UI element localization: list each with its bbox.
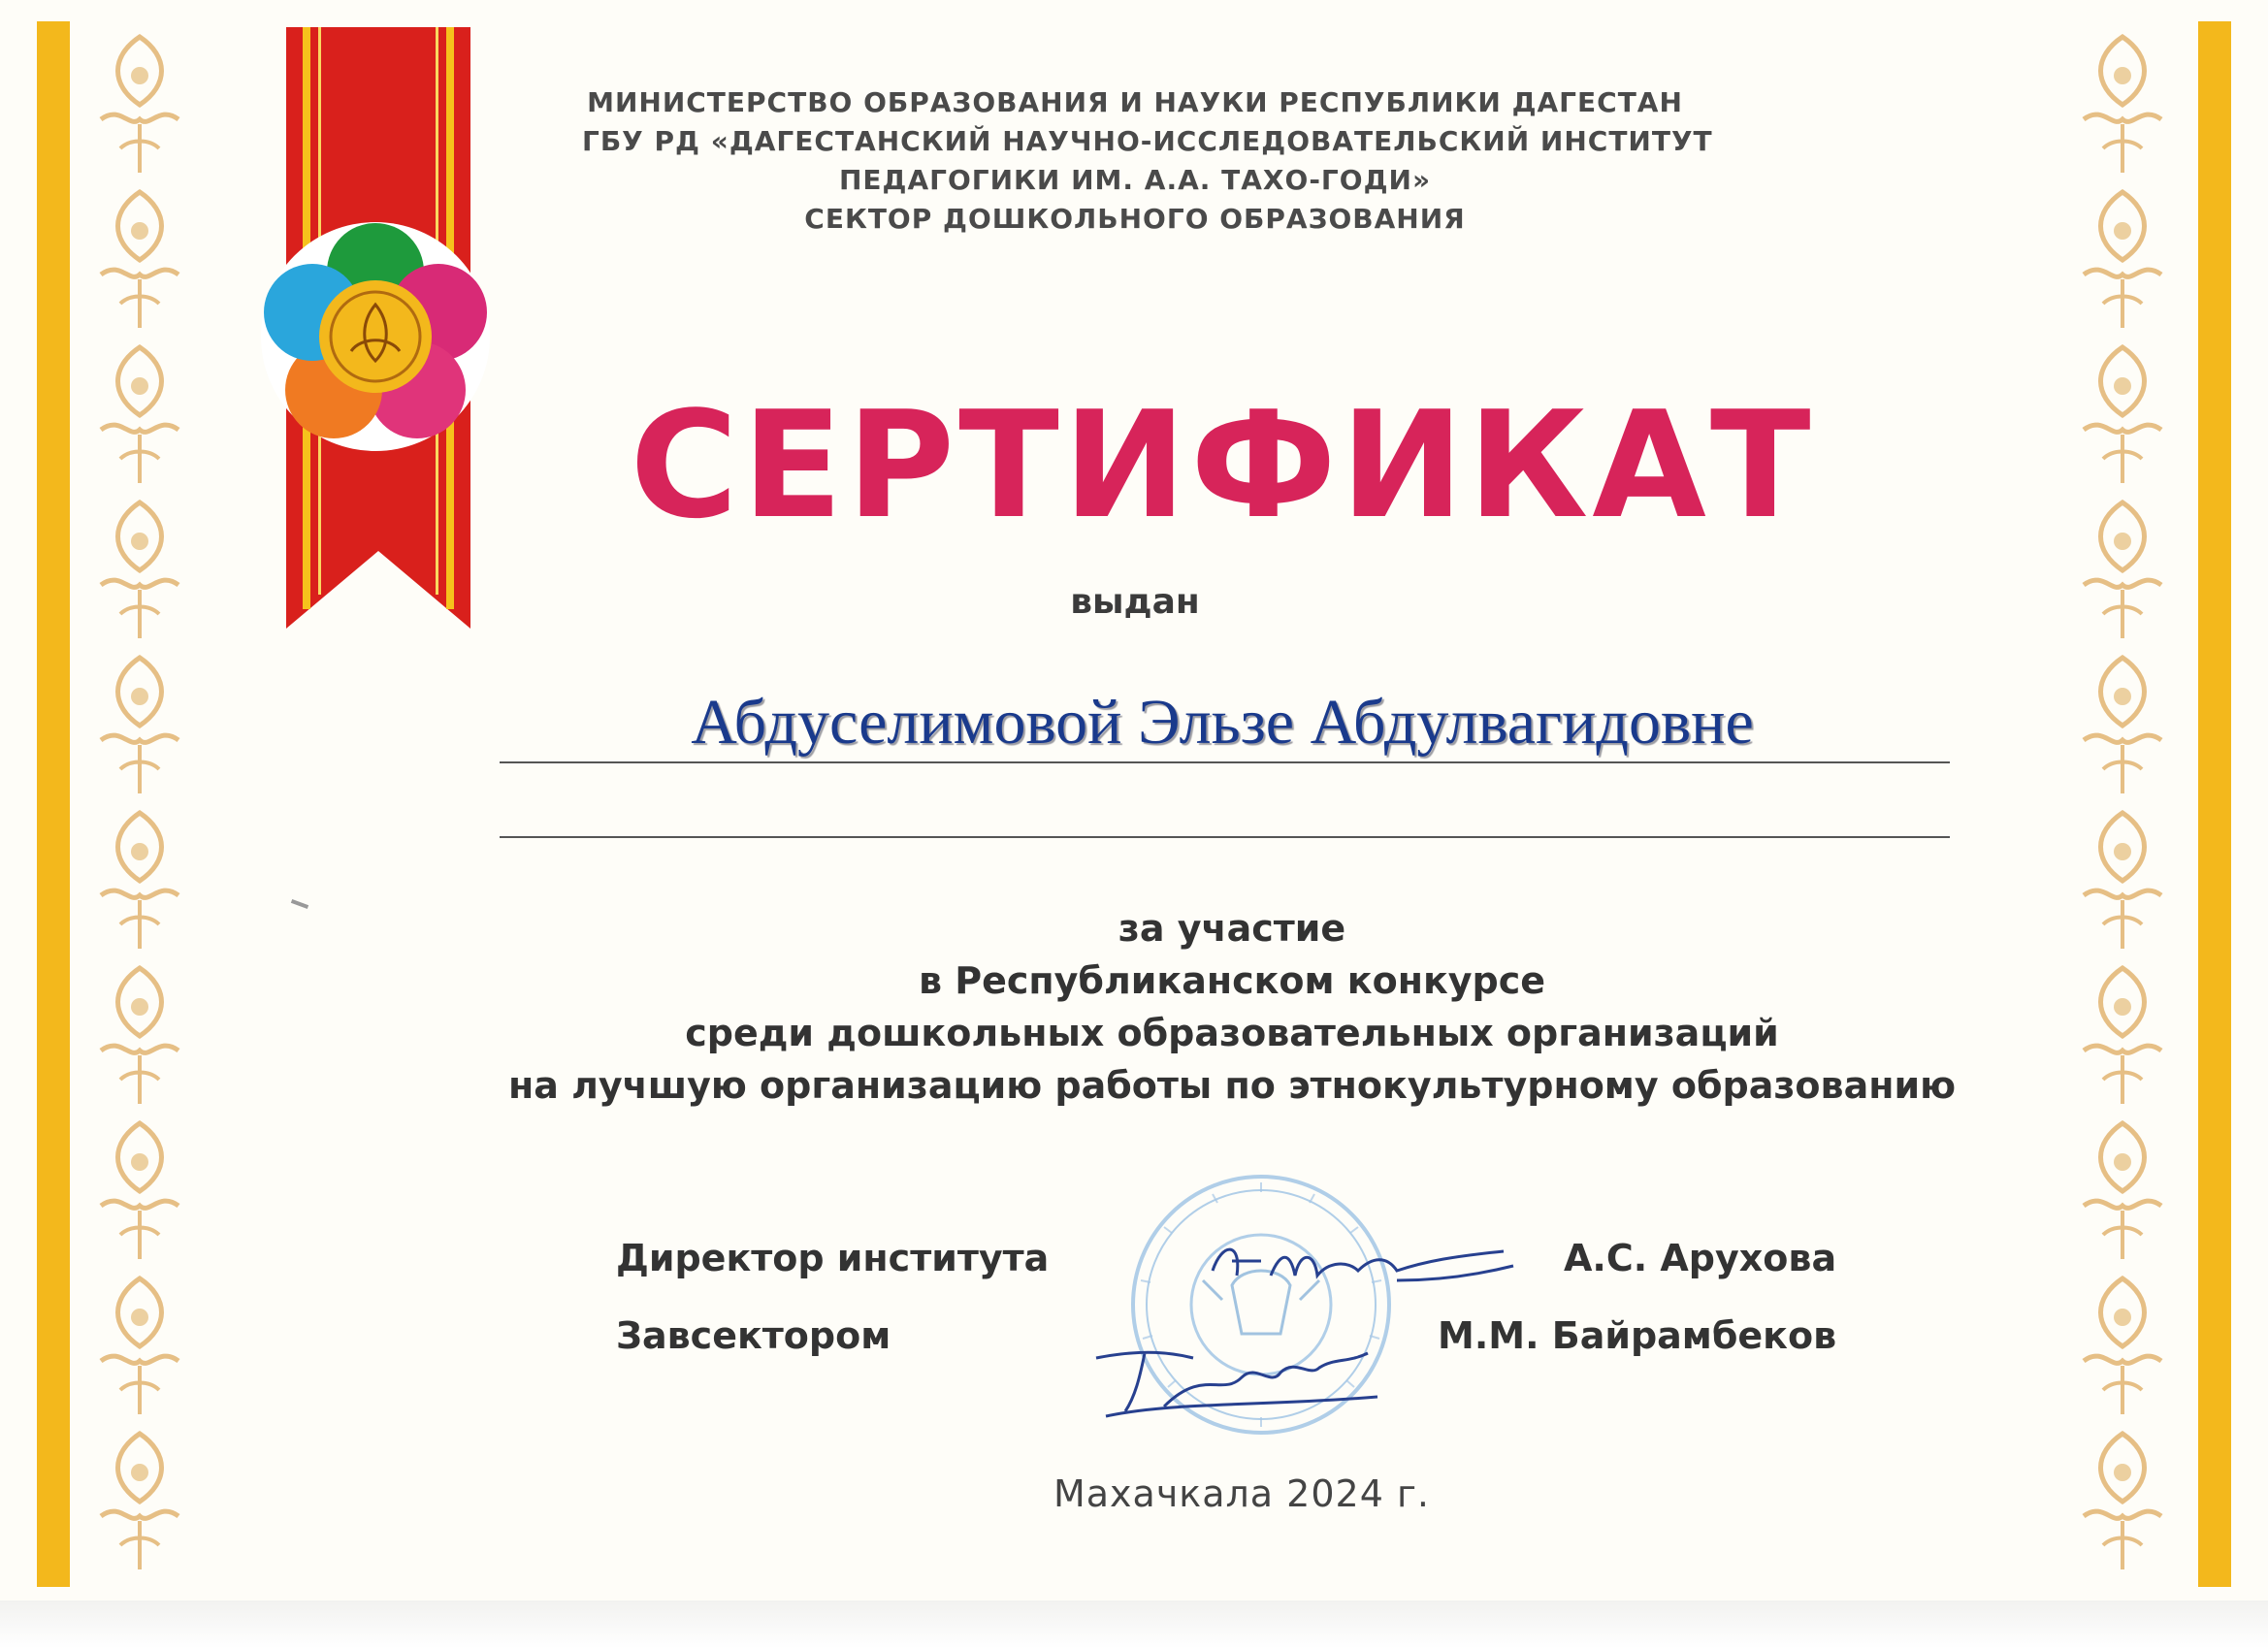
issuer-header <box>582 83 1713 239</box>
place-year: Махачкала 2024 г. <box>1053 1472 1431 1515</box>
header-line: ГБУ РД «ДАГЕСТАНСКИЙ НАУЧНО-ИССЛЕДОВАТЕЛЬСКИЙ ИНСТИТУТ <box>582 125 1713 157</box>
underline-2 <box>500 836 1950 838</box>
reason-line: за участие <box>1118 907 1346 950</box>
head-role: Завсектором <box>616 1314 891 1357</box>
right-gold-border <box>2198 21 2231 1587</box>
award-reason <box>427 902 2037 1112</box>
director-signature <box>1203 1222 1523 1300</box>
scan-edge <box>0 1600 2268 1649</box>
reason-line: в Республиканском конкурсе <box>918 959 1546 1002</box>
recipient-name: Абдуселимовой Эльзе Абдулвагидовне <box>691 687 1754 758</box>
head-signature <box>1086 1319 1397 1426</box>
header-line: ПЕДАГОГИКИ ИМ. А.А. ТАХО-ГОДИ» <box>838 164 1432 196</box>
header-line: МИНИСТЕРСТВО ОБРАЗОВАНИЯ И НАУКИ РЕСПУБЛИКИ ДАГЕСТАН <box>587 86 1683 118</box>
flower-emblem-icon <box>254 215 497 458</box>
director-role: Директор института <box>616 1237 1050 1279</box>
left-ornament-icon <box>81 27 198 1579</box>
header-line: СЕКТОР ДОШКОЛЬНОГО ОБРАЗОВАНИЯ <box>804 203 1466 235</box>
right-ornament-icon <box>2064 27 2181 1579</box>
issued-label: выдан <box>1070 582 1200 622</box>
reason-line: среди дошкольных образовательных организаций <box>685 1012 1779 1054</box>
director-name: А.С. Арухова <box>1564 1237 1837 1279</box>
head-name: М.М. Байрамбеков <box>1438 1314 1837 1357</box>
certificate-title: СЕРТИФИКАТ <box>630 379 1815 551</box>
left-gold-border <box>37 21 70 1587</box>
reason-line: на лучшую организацию работы по этнокультурному образованию <box>507 1064 1957 1107</box>
underline-1 <box>500 761 1950 763</box>
